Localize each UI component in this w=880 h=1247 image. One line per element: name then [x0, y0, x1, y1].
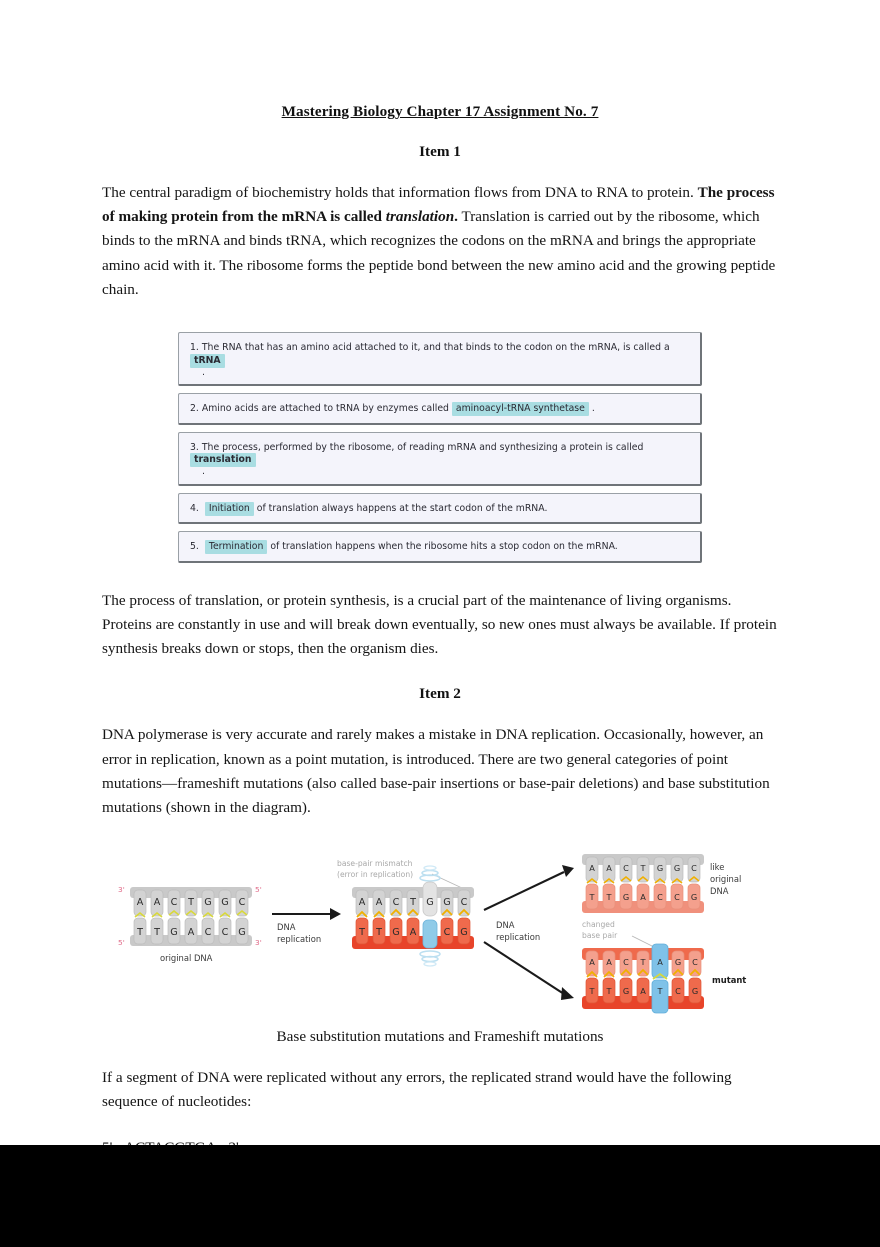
svg-text:T: T: [606, 892, 612, 903]
svg-text:C: C: [204, 927, 212, 939]
svg-text:G: G: [170, 927, 178, 939]
svg-text:C: C: [392, 897, 400, 909]
svg-text:C: C: [238, 897, 246, 909]
item1-intro-bold-italic: translation: [385, 208, 455, 226]
item1-intro-part2: Translation is carried out by the ribosome, which binds to the mRNA and binds tRNA, which recognizes the codons on the mRNA and brings the appropriate amino acid with it. The ribosome forms the peptide bond between the new amino acid and the growing peptide chain.: [102, 208, 776, 298]
svg-text:C: C: [170, 897, 178, 909]
quiz-item-5[interactable]: [178, 531, 702, 563]
quiz-item-1-answer[interactable]: tRNA: [190, 354, 225, 368]
svg-text:C: C: [443, 927, 451, 939]
label-3prime-top: 3': [118, 885, 125, 895]
quiz-item-1-number: 1.: [190, 342, 199, 354]
quiz-item-1-trailing-dot: .: [202, 366, 205, 378]
svg-text:G: G: [656, 863, 664, 874]
svg-text:G: G: [622, 892, 630, 903]
replication-arrow-1: [272, 908, 341, 944]
svg-text:A: A: [606, 957, 612, 968]
label-like-original-3: DNA: [710, 886, 729, 897]
changed-base-pair: [652, 944, 668, 1013]
item2-paragraph: DNA polymerase is very accurate and rarely makes a mistake in DNA replication. Occasionally, however, an error in replication, known as a point mutation, is introduced. There are two general categories of point mutations—frameshift mutations (also called base-pair insertions or base-pair deletions) and base substitution mutations (shown in the diagram).: [102, 726, 770, 817]
svg-text:C: C: [623, 863, 629, 874]
item1-intro-bold: The process of making protein from the mRNA is called: [102, 184, 775, 226]
label-changed-line2: base pair: [582, 931, 618, 941]
svg-text:C: C: [460, 897, 468, 909]
label-dna-replication-1a: DNA: [277, 922, 296, 933]
svg-text:A: A: [640, 986, 646, 997]
svg-text:A: A: [640, 892, 646, 903]
mismatch-base-pair: [420, 866, 440, 966]
quiz-item-4-text-after: of translation always happens at the start codon of the mRNA.: [256, 502, 548, 514]
svg-text:G: G: [238, 927, 246, 939]
svg-text:G: G: [443, 897, 451, 909]
label-mismatch-line2: (error in replication): [337, 870, 414, 880]
quiz-item-4-number: 4.: [190, 502, 199, 514]
label-mismatch-line1: base-pair mismatch: [337, 859, 413, 869]
svg-text:T: T: [359, 927, 365, 939]
quiz-item-4[interactable]: [178, 493, 702, 525]
quiz-answer-list: [178, 332, 702, 563]
label-like-original-2: original: [710, 874, 742, 885]
svg-text:T: T: [640, 863, 646, 874]
mismatch-dna-group: [337, 859, 474, 966]
quiz-item-5-text-after: of translation happens when the ribosome hits a stop codon on the mRNA.: [270, 541, 618, 553]
svg-text:T: T: [137, 927, 143, 939]
quiz-item-1[interactable]: [178, 332, 702, 386]
item2-closing-paragraph: If a segment of DNA were replicated without any errors, the replicated strand would have the following sequence of nucleotides:: [102, 1069, 732, 1111]
svg-text:C: C: [691, 863, 697, 874]
quiz-item-4-answer[interactable]: Initiation: [205, 502, 254, 516]
label-like-original-1: like: [710, 862, 725, 873]
label-5prime-top: 5': [255, 885, 262, 895]
quiz-item-3-number: 3.: [190, 441, 199, 453]
label-dna-replication-2a: DNA: [496, 920, 515, 931]
replication-arrow-2-up: [484, 865, 574, 910]
svg-text:A: A: [375, 897, 383, 909]
document-content: [102, 0, 778, 1160]
mutant-dna-group: [582, 920, 746, 1013]
label-mutant: mutant: [712, 975, 747, 986]
svg-text:C: C: [623, 957, 629, 968]
svg-text:G: G: [460, 927, 468, 939]
svg-text:A: A: [589, 957, 595, 968]
svg-text:G: G: [204, 897, 212, 909]
svg-text:G: G: [622, 986, 630, 997]
label-changed-line1: changed: [582, 920, 615, 930]
svg-text:C: C: [221, 927, 229, 939]
svg-text:T: T: [410, 897, 416, 909]
svg-text:A: A: [136, 897, 144, 909]
svg-text:T: T: [589, 892, 595, 903]
footer-black-band: [0, 1145, 880, 1247]
label-dna-replication-1b: replication: [277, 934, 322, 945]
quiz-item-3[interactable]: [178, 432, 702, 486]
quiz-item-2-answer[interactable]: aminoacyl-tRNA synthetase: [452, 402, 589, 416]
page-title: Mastering Biology Chapter 17 Assignment No. 7: [281, 103, 599, 120]
svg-text:A: A: [153, 897, 161, 909]
quiz-item-2-text-before: Amino acids are attached to tRNA by enzymes called: [201, 403, 449, 415]
svg-text:C: C: [657, 892, 663, 903]
item1-intro-bold-end: .: [454, 208, 458, 226]
svg-text:T: T: [154, 927, 160, 939]
svg-text:A: A: [358, 897, 366, 909]
like-original-dna-group: [582, 854, 741, 913]
quiz-item-3-trailing-dot: .: [202, 466, 205, 478]
svg-text:A: A: [606, 863, 612, 874]
svg-text:C: C: [675, 986, 681, 997]
svg-text:G: G: [221, 897, 229, 909]
svg-text:T: T: [188, 897, 194, 909]
svg-text:C: C: [674, 892, 680, 903]
svg-text:A: A: [657, 957, 663, 968]
svg-text:G: G: [392, 927, 400, 939]
svg-text:T: T: [606, 986, 612, 997]
item1-intro-paragraph: [102, 181, 778, 302]
dna-mutation-figure: [92, 844, 782, 1020]
svg-text:T: T: [376, 927, 382, 939]
figure-caption: Base substitution mutations and Frameshift mutations: [276, 1028, 604, 1046]
svg-text:G: G: [673, 863, 681, 874]
svg-text:A: A: [187, 927, 195, 939]
dna-diagram-svg: [92, 844, 782, 1020]
svg-text:G: G: [426, 897, 434, 909]
svg-text:G: G: [691, 986, 699, 997]
replication-arrow-2-down: [484, 942, 574, 1000]
quiz-item-3-text-before: The process, performed by the ribosome, of reading mRNA and synthesizing a protein is called: [201, 441, 644, 453]
item1-heading: Item 1: [419, 143, 461, 160]
svg-text:G: G: [690, 892, 698, 903]
quiz-item-5-number: 5.: [190, 541, 199, 553]
item1-closing-paragraph: The process of translation, or protein synthesis, is a crucial part of the maintenance of living organisms. Proteins are constantly in use and will break down eventually, so new ones must always be available. If protein synthesis breaks down or stops, then the organism dies.: [102, 591, 777, 658]
svg-text:G: G: [674, 957, 682, 968]
quiz-item-1-text-before: The RNA that has an amino acid attached to it, and that binds to the codon on the mRNA, is called a: [201, 342, 670, 354]
original-dna-group: [118, 885, 262, 963]
svg-text:T: T: [640, 957, 646, 968]
svg-text:T: T: [657, 986, 663, 997]
svg-text:A: A: [589, 863, 595, 874]
quiz-item-2[interactable]: [178, 393, 702, 425]
item1-intro-part1: The central paradigm of biochemistry holds that information flows from DNA to RNA to protein.: [102, 184, 698, 201]
label-3prime-bottom: 3': [255, 938, 262, 948]
quiz-item-3-answer[interactable]: translation: [190, 453, 256, 467]
item2-heading: Item 2: [419, 685, 461, 703]
label-original-dna: original DNA: [160, 953, 213, 964]
svg-text:C: C: [692, 957, 698, 968]
quiz-item-2-text-after: .: [591, 403, 595, 415]
svg-text:T: T: [589, 986, 595, 997]
quiz-item-2-number: 2.: [190, 403, 199, 415]
label-5prime-bottom: 5': [118, 938, 125, 948]
label-dna-replication-2b: replication: [496, 932, 541, 943]
svg-text:A: A: [409, 927, 417, 939]
quiz-item-5-answer[interactable]: Termination: [205, 540, 268, 554]
